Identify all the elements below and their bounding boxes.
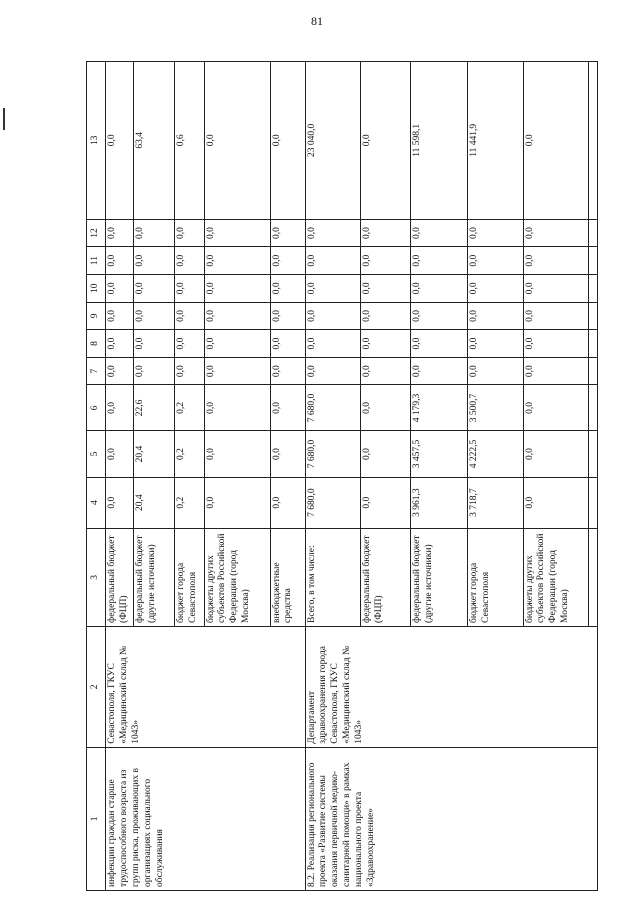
value-cell: 0,0: [270, 385, 305, 431]
value-cell: 3 961,3: [410, 477, 467, 528]
financing-table: [86, 61, 598, 891]
value-cell: 0,0: [523, 302, 589, 330]
empty-cell: [589, 302, 598, 330]
value-cell: 0,0: [270, 62, 305, 220]
header-cell: 10: [87, 274, 106, 302]
source-cell: федеральный бюджет (другие источники): [134, 528, 174, 626]
empty-cell: [589, 247, 598, 275]
header-cell: 4: [87, 477, 106, 528]
value-cell: 0,0: [270, 247, 305, 275]
source-cell: федеральный бюджет (ФЦП): [360, 528, 410, 626]
header-cell: 8: [87, 330, 106, 358]
value-cell: 0,0: [270, 219, 305, 247]
rotated-table-area: [86, 61, 598, 891]
measure-cell: инфекции граждан старше трудоспособного возраста из групп риска, проживающих в организациях социального обслуживания: [106, 747, 306, 890]
source-cell: бюджет города Севастополя: [174, 528, 204, 626]
table-row: [106, 62, 134, 891]
value-cell: 0,0: [468, 330, 523, 358]
source-cell: федеральный бюджет (ФЦП): [106, 528, 134, 626]
value-cell: 0,2: [174, 431, 204, 477]
value-cell: 63,4: [134, 62, 174, 220]
value-cell: 3 500,7: [468, 385, 523, 431]
value-cell: 0,0: [174, 330, 204, 358]
value-cell: 0,0: [523, 385, 589, 431]
value-cell: 0,0: [468, 302, 523, 330]
source-cell: бюджеты других субъектов Российской Федерации (город Москва): [523, 528, 589, 626]
value-cell: 0,0: [523, 357, 589, 385]
value-cell: 0,0: [134, 357, 174, 385]
header-cell: 2: [87, 626, 106, 747]
value-cell: 0,0: [523, 62, 589, 220]
empty-cell: [589, 528, 598, 626]
value-cell: 0,0: [360, 330, 410, 358]
value-cell: 0,0: [204, 431, 270, 477]
header-cell: 6: [87, 385, 106, 431]
header-cell: 11: [87, 247, 106, 275]
source-cell: Всего, в том числе:: [305, 528, 360, 626]
value-cell: 0,0: [134, 302, 174, 330]
value-cell: 7 680,0: [305, 477, 360, 528]
measure-cell: 8.2. Реализация регионального проекта «Развитие системы оказания первичной медико-санитарной помощи» в рамках национального проекта «Здравоохранение»: [305, 747, 597, 890]
value-cell: 0,0: [106, 477, 134, 528]
empty-cell: [589, 62, 598, 220]
source-cell: внебюджетные средства: [270, 528, 305, 626]
source-cell: федеральный бюджет (другие источники): [410, 528, 467, 626]
empty-cell: [589, 274, 598, 302]
value-cell: 0,0: [305, 274, 360, 302]
value-cell: 0,0: [106, 431, 134, 477]
header-cell: 9: [87, 302, 106, 330]
value-cell: 0,0: [523, 274, 589, 302]
empty-cell: [589, 219, 598, 247]
executor-cell: Департамент здравоохранения города Севастополя, ГКУС «Медицинский склад № 1043»: [305, 626, 597, 747]
value-cell: 0,0: [106, 62, 134, 220]
value-cell: 0,0: [204, 330, 270, 358]
value-cell: 0,0: [270, 302, 305, 330]
header-cell: 7: [87, 357, 106, 385]
value-cell: 0,2: [174, 385, 204, 431]
value-cell: 0,0: [360, 477, 410, 528]
value-cell: 0,0: [360, 274, 410, 302]
value-cell: 23 040,0: [305, 62, 360, 220]
value-cell: 0,0: [270, 431, 305, 477]
value-cell: 0,0: [523, 247, 589, 275]
value-cell: 0,0: [174, 274, 204, 302]
value-cell: 0,0: [410, 302, 467, 330]
value-cell: 0,0: [174, 247, 204, 275]
executor-cell: Севастополя, ГКУС «Медицинский склад № 1043»: [106, 626, 306, 747]
value-cell: 0,6: [174, 62, 204, 220]
value-cell: 0,0: [410, 219, 467, 247]
value-cell: 0,0: [174, 219, 204, 247]
header-cell: 5: [87, 431, 106, 477]
value-cell: 11 441,9: [468, 62, 523, 220]
value-cell: 0,0: [523, 219, 589, 247]
value-cell: 0,0: [204, 274, 270, 302]
value-cell: 0,0: [134, 330, 174, 358]
value-cell: 0,0: [360, 247, 410, 275]
value-cell: 0,0: [410, 357, 467, 385]
header-cell: 12: [87, 219, 106, 247]
value-cell: 11 598,1: [410, 62, 467, 220]
value-cell: 0,0: [106, 302, 134, 330]
value-cell: 0,0: [106, 274, 134, 302]
value-cell: 0,0: [106, 357, 134, 385]
rotated-table-frame: [86, 61, 598, 891]
empty-cell: [589, 477, 598, 528]
value-cell: 4 222,5: [468, 431, 523, 477]
source-cell: бюджеты других субъектов Российской Федерации (город Москва): [204, 528, 270, 626]
value-cell: 0,0: [410, 330, 467, 358]
page-number: 81: [311, 14, 323, 28]
value-cell: 0,0: [270, 357, 305, 385]
value-cell: 0,0: [204, 385, 270, 431]
empty-cell: [589, 330, 598, 358]
value-cell: 0,0: [468, 247, 523, 275]
value-cell: 0,0: [204, 357, 270, 385]
value-cell: 0,0: [523, 477, 589, 528]
value-cell: 0,0: [523, 431, 589, 477]
value-cell: 0,0: [468, 274, 523, 302]
value-cell: 0,0: [360, 357, 410, 385]
empty-cell: [589, 385, 598, 431]
value-cell: 0,0: [305, 357, 360, 385]
value-cell: 0,0: [174, 302, 204, 330]
value-cell: 20,4: [134, 431, 174, 477]
value-cell: 0,0: [270, 477, 305, 528]
value-cell: 0,0: [270, 274, 305, 302]
empty-cell: [589, 431, 598, 477]
value-cell: 0,0: [204, 477, 270, 528]
value-cell: 0,0: [360, 431, 410, 477]
scan-edge-mark: [3, 108, 5, 130]
value-cell: 0,0: [410, 274, 467, 302]
value-cell: 0,0: [410, 247, 467, 275]
value-cell: 0,2: [174, 477, 204, 528]
empty-cell: [589, 357, 598, 385]
value-cell: 0,0: [204, 302, 270, 330]
value-cell: 0,0: [305, 247, 360, 275]
value-cell: 0,0: [204, 247, 270, 275]
header-cell: 3: [87, 528, 106, 626]
value-cell: 0,0: [174, 357, 204, 385]
value-cell: 20,4: [134, 477, 174, 528]
value-cell: 0,0: [134, 274, 174, 302]
value-cell: 0,0: [270, 330, 305, 358]
value-cell: 0,0: [468, 219, 523, 247]
value-cell: 4 179,3: [410, 385, 467, 431]
value-cell: 0,0: [360, 219, 410, 247]
value-cell: 7 680,0: [305, 385, 360, 431]
value-cell: 0,0: [204, 219, 270, 247]
value-cell: 0,0: [134, 219, 174, 247]
value-cell: 0,0: [305, 219, 360, 247]
value-cell: 0,0: [468, 357, 523, 385]
value-cell: 0,0: [204, 62, 270, 220]
value-cell: 0,0: [360, 302, 410, 330]
value-cell: 0,0: [106, 385, 134, 431]
value-cell: 0,0: [106, 247, 134, 275]
value-cell: 3 718,7: [468, 477, 523, 528]
value-cell: 0,0: [305, 330, 360, 358]
value-cell: 0,0: [134, 247, 174, 275]
value-cell: 22,6: [134, 385, 174, 431]
value-cell: 0,0: [523, 330, 589, 358]
header-cell: 13: [87, 62, 106, 220]
source-cell: бюджет города Севастополя: [468, 528, 523, 626]
value-cell: 7 680,0: [305, 431, 360, 477]
value-cell: 0,0: [106, 330, 134, 358]
value-cell: 3 457,5: [410, 431, 467, 477]
value-cell: 0,0: [360, 385, 410, 431]
value-cell: 0,0: [360, 62, 410, 220]
table-row: [305, 62, 360, 891]
value-cell: 0,0: [106, 219, 134, 247]
value-cell: 0,0: [305, 302, 360, 330]
header-row: [87, 62, 106, 891]
header-cell: 1: [87, 747, 106, 890]
